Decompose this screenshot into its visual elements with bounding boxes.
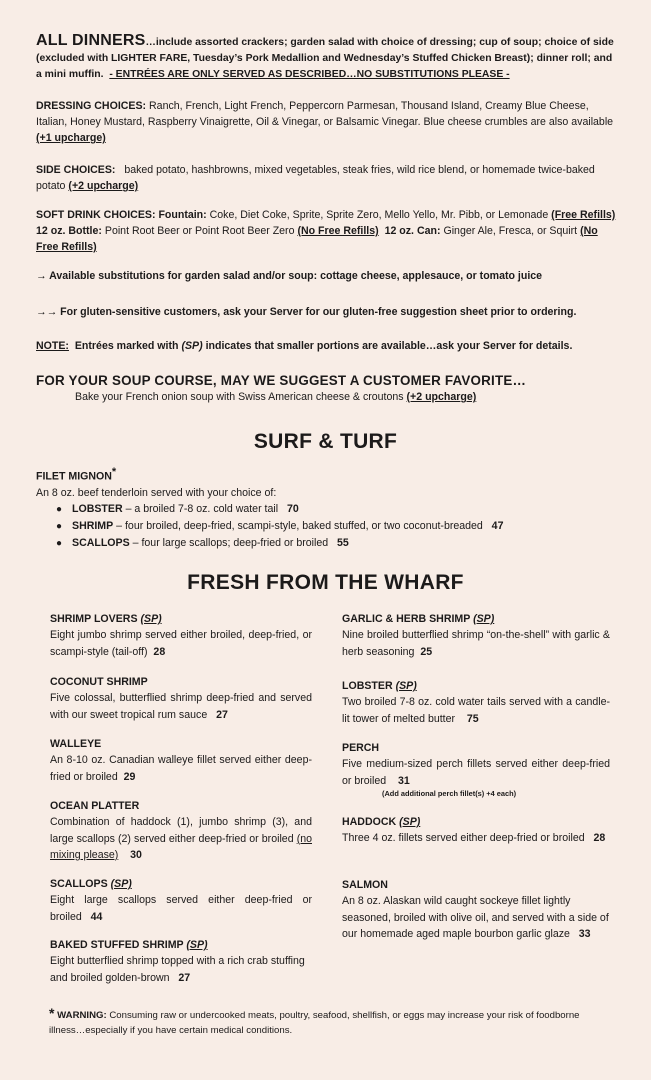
option-item: ● SCALLOPS – four large scallops; deep-fried or broiled 55 xyxy=(56,536,349,549)
item-name: GARLIC & HERB SHRIMP (SP) xyxy=(342,613,495,625)
item-desc: Combination of haddock (1), jumbo shrimp (3), and large scallops (2) served either deep-fried or broiled (no mixing please) 30 xyxy=(50,816,312,861)
portions-note xyxy=(36,338,620,354)
option-desc: – four broiled, deep-fried, scampi-style, baked stuffed, or two coconut-breaded xyxy=(116,519,483,532)
menu-item xyxy=(342,878,610,943)
dinners-intro xyxy=(36,33,620,83)
note-sp: (SP) xyxy=(181,340,203,352)
item-name: COCONUT SHRIMP xyxy=(50,676,148,688)
soup-heading: FOR YOUR SOUP COURSE, MAY WE SUGGEST A CUSTOMER FAVORITE… xyxy=(36,373,527,388)
item-price: 30 xyxy=(130,849,142,861)
menu-item xyxy=(50,675,312,723)
menu-item xyxy=(342,741,610,799)
filet-mark: * xyxy=(111,466,117,478)
item-price: 28 xyxy=(153,645,166,658)
item-name: HADDOCK (SP) xyxy=(342,816,421,828)
filet-mignon-name xyxy=(36,464,620,485)
menu-item xyxy=(50,737,312,785)
menu-item xyxy=(342,612,610,660)
item-desc: Two broiled 7-8 oz. cold water tails served with a candle-lit tower of melted butter 75 xyxy=(342,696,610,725)
option-price: 70 xyxy=(286,502,299,515)
surf-turf-section xyxy=(36,464,620,552)
item-name: PERCH xyxy=(342,742,380,754)
item-price: 75 xyxy=(466,712,479,725)
option-price: 47 xyxy=(491,519,504,532)
warning-label: WARNING: xyxy=(57,1010,107,1021)
item-desc: Nine broiled butterflied shrimp “on-the-shell” with garlic & herb seasoning 25 xyxy=(342,629,610,658)
can-no-free-refills: (No Free Refills) xyxy=(36,225,598,253)
option-item: ● LOBSTER – a broiled 7-8 oz. cold water tail 70 xyxy=(56,502,299,515)
item-name: WALLEYE xyxy=(50,738,102,750)
item-desc: Three 4 oz. fillets served either deep-fried or broiled 28 xyxy=(342,832,606,844)
intro-lead: ALL DINNERS xyxy=(36,32,146,49)
item-desc: An 8-10 oz. Canadian walleye fillet served either deep-fried or broiled 29 xyxy=(50,754,312,783)
drinks-label: SOFT DRINK CHOICES: xyxy=(36,209,156,221)
menu-item xyxy=(342,679,610,727)
item-price: 27 xyxy=(178,971,191,984)
option-price: 55 xyxy=(337,536,349,549)
note-label: NOTE: xyxy=(36,340,69,352)
item-name: SALMON xyxy=(342,879,388,891)
item-price: 33 xyxy=(578,928,591,940)
option-name: LOBSTER xyxy=(72,502,123,515)
dressing-label: DRESSING CHOICES: xyxy=(36,100,147,112)
gluten-free-note: →→ For gluten-sensitive customers, ask your Server for our gluten-free suggestion sheet prior to ordering. xyxy=(36,306,577,318)
soft-drink-choices xyxy=(36,207,620,255)
bottle-text: Point Root Beer or Point Root Beer Zero xyxy=(104,225,295,237)
filet-mignon-desc: An 8 oz. beef tenderloin served with your choice of: xyxy=(36,486,277,499)
sides-text: baked potato, hashbrowns, mixed vegetables, steak fries, wild rice blend, or homemade twice-baked potato xyxy=(36,164,595,192)
food-warning xyxy=(49,1006,613,1038)
sides-label: SIDE CHOICES: xyxy=(36,164,116,176)
dressing-text: Ranch, French, Light French, Peppercorn Parmesan, Thousand Island, Creamy Blue Cheese, Italian, Honey Mustard, Raspberry Vinaigrette, Oil & Vinegar, or Balsamic Vinegar. Blue cheese crumbles are also available xyxy=(36,100,614,128)
menu-item xyxy=(50,799,312,864)
item-desc: Five colossal, butterflied shrimp deep-fried and served with our sweet tropical rum sauce 27 xyxy=(50,692,312,721)
menu-item xyxy=(342,815,610,847)
soup-upcharge: (+2 upcharge) xyxy=(406,391,477,403)
sides-upcharge: (+2 upcharge) xyxy=(68,180,139,192)
dressing-upcharge: (+1 upcharge) xyxy=(36,132,106,144)
option-desc: – four large scallops; deep-fried or broiled xyxy=(132,536,329,549)
item-desc: An 8 oz. Alaskan wild caught sockeye fillet lightly seasoned, broiled with olive oil, and served with a side of our homemade aged maple bourbon garlic glaze 33 xyxy=(342,895,609,940)
item-desc: Five medium-sized perch fillets served either deep-fried or broiled 31 xyxy=(342,758,610,787)
option-name: SHRIMP xyxy=(72,519,114,532)
free-refills: (Free Refills) xyxy=(551,209,616,221)
item-desc: Eight jumbo shrimp served either broiled, deep-fried, or scampi-style (tail-off) 28 xyxy=(50,629,312,658)
item-desc: Eight large scallops served either deep-fried or broiled 44 xyxy=(50,894,312,923)
item-extra: (no mixing please) xyxy=(50,832,312,861)
bottle-no-free-refills: (No Free Refills) xyxy=(297,225,379,237)
item-price: 29 xyxy=(123,770,136,783)
item-name: BAKED STUFFED SHRIMP (SP) xyxy=(50,939,208,951)
wharf-title: FRESH FROM THE WHARF xyxy=(187,571,464,594)
item-price: 27 xyxy=(216,708,228,721)
side-choices xyxy=(36,162,620,194)
option-item: ● SHRIMP – four broiled, deep-fried, scampi-style, baked stuffed, or two coconut-breaded 47 xyxy=(56,519,504,532)
item-price: 25 xyxy=(420,645,433,658)
menu-item xyxy=(50,612,312,660)
menu-item xyxy=(50,938,312,986)
item-price: 31 xyxy=(397,774,410,787)
filet-name-text: FILET MIGNON xyxy=(36,470,112,483)
note-text-a: Entrées marked with xyxy=(74,340,179,352)
intro-text: …include assorted crackers; garden salad with choice of dressing; cup of soup; choice of side (excluded with LIGHTER FARE, Tuesday’s Pork Medallion and Wednesday’s Stuffed Chicken Breast); dinner roll; and a mini muffin. xyxy=(36,37,614,80)
item-price: 44 xyxy=(90,910,103,923)
soup-text: Bake your French onion soup with Swiss American cheese & croutons xyxy=(75,391,404,403)
intro-notice: - ENTRÉES ARE ONLY SERVED AS DESCRIBED…NO SUBSTITUTIONS PLEASE - xyxy=(109,69,510,80)
option-desc: – a broiled 7-8 oz. cold water tail xyxy=(125,502,279,515)
can-text: Ginger Ale, Fresca, or Squirt xyxy=(443,225,578,237)
warning-text: Consuming raw or undercooked meats, poultry, seafood, shellfish, or eggs may increase your risk of foodborne illness…especially if you have certain medical conditions. xyxy=(49,1010,580,1036)
dressing-choices xyxy=(36,98,620,146)
soup-line xyxy=(36,390,620,404)
fountain-text: Coke, Diet Coke, Sprite, Sprite Zero, Mello Yello, Mr. Pibb, or Lemonade xyxy=(209,209,549,221)
item-name: SHRIMP LOVERS (SP) xyxy=(50,613,162,625)
note-text-b: indicates that smaller portions are available…ask your Server for details. xyxy=(205,340,573,352)
warning-star: * xyxy=(49,1005,55,1021)
bottle-label: 12 oz. Bottle: xyxy=(36,225,102,237)
soup-suggestion xyxy=(36,372,620,404)
can-label: 12 oz. Can: xyxy=(384,225,441,237)
menu-item xyxy=(50,877,312,925)
item-price: 28 xyxy=(593,832,606,844)
fountain-label: Fountain: xyxy=(158,209,207,221)
surf-turf-title: SURF & TURF xyxy=(253,430,398,453)
option-name: SCALLOPS xyxy=(72,536,130,549)
item-name: LOBSTER (SP) xyxy=(342,680,417,692)
surf-turf-options xyxy=(36,501,620,552)
item-desc: Eight butterflied shrimp topped with a rich crab stuffing and broiled golden-brown 27 xyxy=(50,955,305,984)
item-name: OCEAN PLATTER xyxy=(50,800,140,812)
substitutions-note: → Available substitutions for garden salad and/or soup: cottage cheese, applesauce, or tomato juice xyxy=(36,270,543,282)
item-name: SCALLOPS (SP) xyxy=(50,878,132,890)
item-note: (Add additional perch fillet(s) +4 each) xyxy=(382,789,517,798)
